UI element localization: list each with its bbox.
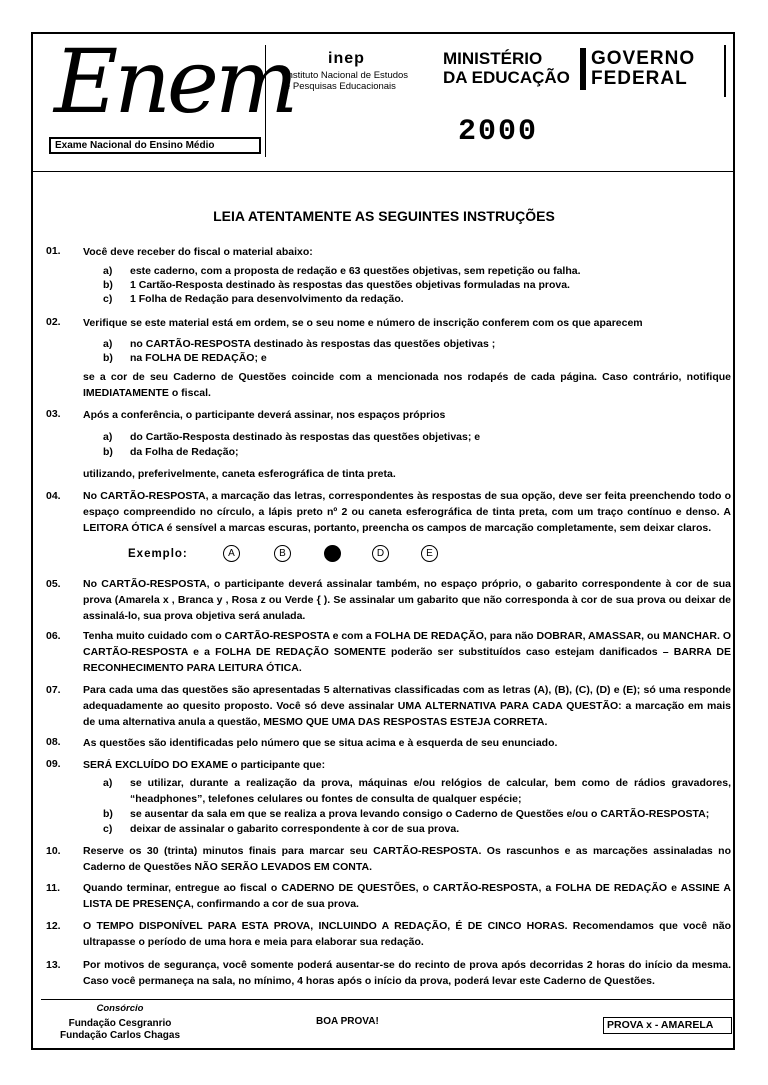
item-01c-text: 1 Folha de Redação para desenvolvimento da redação.	[130, 293, 404, 305]
consortium-member-2: Fundação Carlos Chagas	[59, 1030, 181, 1041]
item-07-text: Para cada uma das questões são apresentadas 5 alternativas classificadas com as letras (A), (B), (C), (D) e (E); só uma responde adequadamente ao quesito proposto. Você só deve assinalar UMA ALTERNATIVA PARA CADA QUESTÃO: a marcação em mais de uma alternativa anula a questão, MESMO QUE UMA DAS RESPOSTAS ESTEJA CORRETA.	[83, 684, 731, 728]
item-02a-label: a)	[103, 338, 113, 350]
item-number: 02.	[46, 316, 61, 328]
item-02b-text: na FOLHA DE REDAÇÃO; e	[130, 352, 267, 364]
exam-year: 2000	[458, 115, 539, 149]
item-03a-label: a)	[103, 431, 113, 443]
mec-line-1: MINISTÉRIO	[443, 49, 543, 68]
item-12-text: O TEMPO DISPONÍVEL PARA ESTA PROVA, INCLUINDO A REDAÇÃO, É DE CINCO HORAS. Recomendamos que você não ultrapasse o período de uma hora e meia para elaborar sua redação.	[83, 920, 731, 948]
gov-logo-bar	[580, 48, 586, 90]
item-number: 04.	[46, 490, 61, 502]
example-bubble-b: B	[274, 545, 291, 562]
item-number: 03.	[46, 408, 61, 420]
enem-logo-subtitle: Exame Nacional do Ensino Médio	[49, 137, 261, 154]
item-02-text: Verifique se este material está em ordem, se o seu nome e número de inscrição conferem com os que aparecem	[83, 317, 643, 329]
consortium-member-1: Fundação Cesgranrio	[68, 1018, 172, 1029]
item-01b-text: 1 Cartão-Resposta destinado às respostas das questões objetivas formuladas na prova.	[130, 279, 570, 291]
item-05-text: No CARTÃO-RESPOSTA, o participante deverá assinalar também, no espaço próprio, o gabarito correspondente à cor de sua prova (Amarela x , Branca y , Rosa z ou Verde { ). Se assinalar um gabarito que não corresponda à cor de sua prova ou deixar de assinalá-lo, sua prova objetiva será anulada.	[83, 578, 731, 622]
item-number: 12.	[46, 920, 61, 932]
item-11-text: Quando terminar, entregue ao fiscal o CADERNO DE QUESTÕES, o CARTÃO-RESPOSTA, a FOLHA DE REDAÇÃO e ASSINE A LISTA DE PRESENÇA, confirmando a cor de sua prova.	[83, 882, 731, 910]
inep-line-2: e Pesquisas Educacionais	[285, 81, 396, 92]
example-bubble-e: E	[421, 545, 438, 562]
instructions-title: LEIA ATENTAMENTE AS SEGUINTES INSTRUÇÕES	[213, 208, 555, 224]
example-bubble-d: D	[372, 545, 389, 562]
header-divider	[265, 45, 266, 157]
item-03a-text: do Cartão-Resposta destinado às respostas das questões objetivas; e	[130, 431, 481, 443]
example-label: Exemplo:	[128, 548, 188, 560]
item-number: 06.	[46, 630, 61, 642]
item-01b-label: b)	[103, 279, 113, 291]
gov-line-1: GOVERNO	[591, 48, 696, 69]
item-number: 10.	[46, 845, 61, 857]
item-03-tail: utilizando, preferivelmente, caneta esferográfica de tinta preta.	[83, 468, 396, 480]
example-bubble-a: A	[223, 545, 240, 562]
item-number: 11.	[46, 882, 61, 894]
item-number: 09.	[46, 758, 61, 770]
item-09-text: SERÁ EXCLUÍDO DO EXAME o participante que:	[83, 759, 326, 771]
footer-rule	[41, 999, 733, 1000]
item-03b-text: da Folha de Redação;	[130, 446, 239, 458]
gov-logo	[591, 49, 695, 89]
item-06-text: Tenha muito cuidado com o CARTÃO-RESPOSTA e com a FOLHA DE REDAÇÃO, para não DOBRAR, AMASSAR, ou MANCHAR. O CARTÃO-RESPOSTA e a FOLHA DE REDAÇÃO SOMENTE poderão ser substituídos caso estejam danificados – BARRA DE RECONHECIMENTO PARA LEITURA ÓTICA.	[83, 630, 731, 674]
item-01a-text: este caderno, com a proposta de redação e 63 questões objetivas, sem repetição ou falha.	[130, 265, 581, 277]
consortium-label: Consórcio	[96, 1003, 144, 1014]
item-01c-label: c)	[103, 293, 113, 305]
item-number: 01.	[46, 245, 61, 257]
prova-color-box: PROVA x - AMARELA	[603, 1017, 732, 1034]
inep-line-1: Instituto Nacional de Estudos	[285, 70, 409, 81]
item-number: 07.	[46, 684, 61, 696]
item-10-text: Reserve os 30 (trinta) minutos finais para marcar seu CARTÃO-RESPOSTA. Os rascunhos e as marcações assinaladas no Caderno de Questões NÃO SERÃO LEVADOS EM CONTA.	[83, 845, 731, 873]
enem-logo: Enem	[54, 30, 295, 133]
item-number: 13.	[46, 959, 61, 971]
item-02a-text: no CARTÃO-RESPOSTA destinado às respostas das questões objetivas ;	[130, 338, 496, 350]
item-13-text: Por motivos de segurança, você somente poderá ausentar-se do recinto de prova após decorridas 2 horas do início da mesma. Caso você permaneça na sala, no mínimo, 4 horas após o início da prova, poderá levar este Caderno de Questões.	[83, 959, 731, 987]
mec-logo	[443, 49, 570, 87]
item-02b-label: b)	[103, 352, 113, 364]
boa-prova: BOA PROVA!	[316, 1016, 379, 1027]
item-03-text: Após a conferência, o participante deverá assinar, nos espaços próprios	[83, 409, 446, 421]
item-09c-label: c)	[103, 823, 113, 835]
item-03b-label: b)	[103, 446, 113, 458]
inep-logo: inep	[328, 50, 365, 67]
item-04-text: No CARTÃO-RESPOSTA, a marcação das letras, correspondentes às respostas de sua opção, deve ser feita preenchendo todo o espaço compreendido no círculo, a lápis preto nº 2 ou caneta esferográfica de tinta preta, com um traço contínuo e denso. A LEITORA ÓTICA é sensível a marcas escuras, portanto, preencha os campos de marcação completamente, sem deixar claros.	[83, 490, 731, 534]
item-number: 08.	[46, 736, 61, 748]
item-01a-label: a)	[103, 265, 113, 277]
gov-line-2: FEDERAL	[591, 68, 688, 89]
item-08-text: As questões são identificadas pelo número que se situa acima e à esquerda de seu enunciado.	[83, 737, 558, 749]
example-bubble-filled	[324, 545, 341, 562]
item-09b-text: se ausentar da sala em que se realiza a prova levando consigo o Caderno de Questões e/ou o CARTÃO-RESPOSTA;	[130, 808, 710, 820]
header-separator	[31, 171, 735, 172]
item-02-tail: se a cor de seu Caderno de Questões coincide com a mencionada nos rodapés de cada página. Caso contrário, notifique IMEDIATAMENTE o fiscal.	[83, 371, 731, 399]
item-09c-text: deixar de assinalar o gabarito correspondente à cor de sua prova.	[130, 823, 460, 835]
item-number: 05.	[46, 578, 61, 590]
item-09a-text: se utilizar, durante a realização da prova, máquinas e/ou relógios de calcular, bem como de rádios gravadores, “headphones”, telefones celulares ou fontes de consulta de qualquer espécie;	[130, 777, 731, 805]
gov-rule	[724, 45, 726, 97]
mec-line-2: DA EDUCAÇÃO	[443, 68, 570, 87]
item-01-text: Você deve receber do fiscal o material abaixo:	[83, 246, 313, 258]
item-09a-label: a)	[103, 777, 113, 789]
item-09b-label: b)	[103, 808, 113, 820]
